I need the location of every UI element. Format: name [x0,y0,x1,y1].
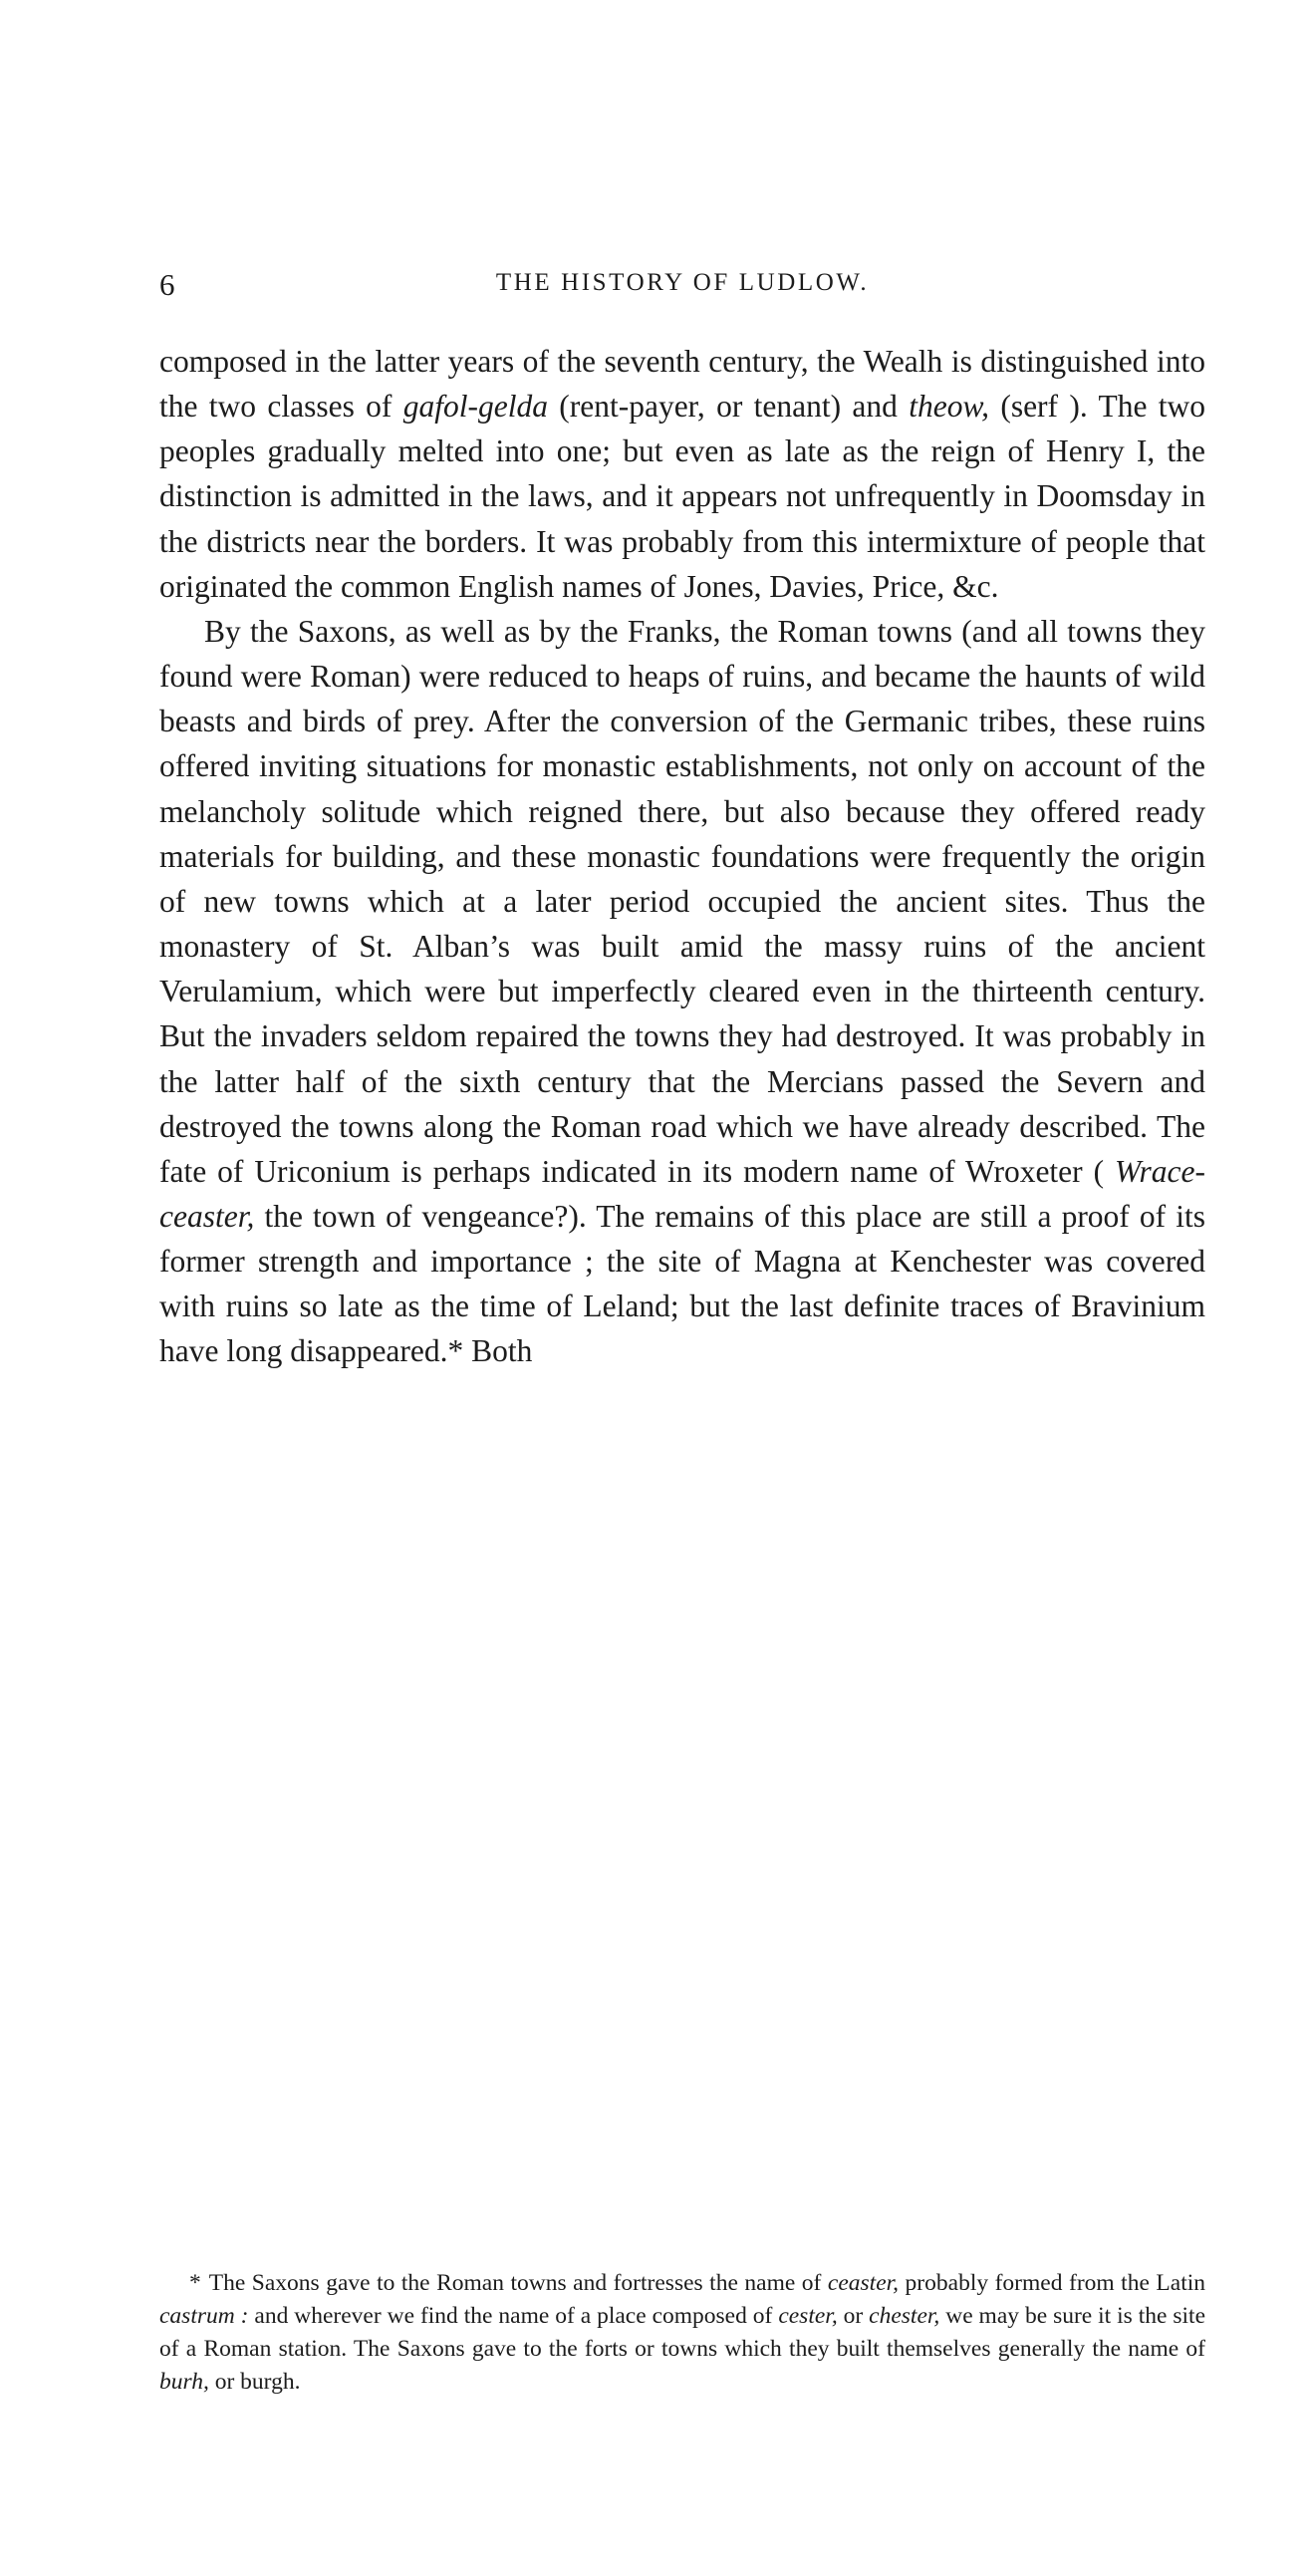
text-run: we may be sure it is the site of a Roman station. The Saxons gave to the forts or towns which they built themselves generally the name of [159,2303,1206,2362]
text-run: composed in the latter years of the seventh century, the Wealh is distinguished into the two classes of [159,344,1205,425]
italic-term: cester, [778,2303,838,2329]
paragraph-wealh [159,339,1205,609]
page-number: 6 [159,267,176,302]
page-header [159,267,1205,307]
text-run: (rent-payer, or tenant) and [547,389,910,425]
text-run: and wherever we find the name of a place composed of [248,2303,779,2329]
text-run: By the Saxons, as well as by the Franks, the Roman towns (and all towns they found were Roman) were reduced to heaps of ruins, and became the haunts of wild beasts and birds of prey. After the conversion of the Germanic tribes, these ruins offered inviting situations for monastic establishments, not only on account of the melancholy solitude which reigned there, but also because they offered ready materials for building, and these monastic foundations were frequently the origin of new towns which at a later period occupied the ancient sites. Thus the monastery of St. Alban’s was built amid the massy ruins of the ancient Verulamium, which were but imperfectly cleared even in the thirteenth century. But the invaders seldom repaired the towns they had destroyed. It was probably in the latter half of the sixth century that the Mercians passed the Severn and destroyed the towns along the Roman road which we have already described. The fate of Uriconium is perhaps indicated in its modern name of Wroxeter ( [159,613,1205,1189]
italic-term: Wrace-ceaster, [159,1153,1205,1234]
italic-term: ceaster, [827,2270,900,2296]
italic-term: chester, [869,2303,940,2329]
text-run: or [837,2303,870,2329]
running-title: THE HISTORY OF LUDLOW. [495,269,870,296]
text-run: (serf ). The two peoples gradually melted into one; but even as late as the reign of Henry I, the distinction is admitted in the laws, and it appears not unfrequently in Doomsday in the districts near the borders. It was probably from this intermixture of people that originated the common English names of Jones, Davies, Price, &c. [159,389,1206,604]
body-text [159,339,1205,1374]
footnote [159,2267,1205,2399]
italic-term: castrum : [159,2303,249,2329]
text-run: or burgh. [208,2369,301,2395]
text-run: the town of vengeance?). The remains of this place are still a proof of its former strength and importance ; the site of Magna at Kenchester was covered with ruins so late as the time of Leland; but the last definite traces of Bravinium have long disappeared.* Both [159,1198,1205,1369]
text-run: probably formed from the Latin [899,2270,1205,2296]
italic-term: theow, [909,389,990,425]
footnote-text [159,2267,1205,2399]
italic-term: burh, [159,2369,209,2395]
footnote-mark: * [189,2270,201,2296]
italic-term: gafol-gelda [402,389,548,425]
text-run: The Saxons gave to the Roman towns and fortresses the name of [208,2270,828,2296]
paragraph-roman-towns [159,609,1205,1374]
